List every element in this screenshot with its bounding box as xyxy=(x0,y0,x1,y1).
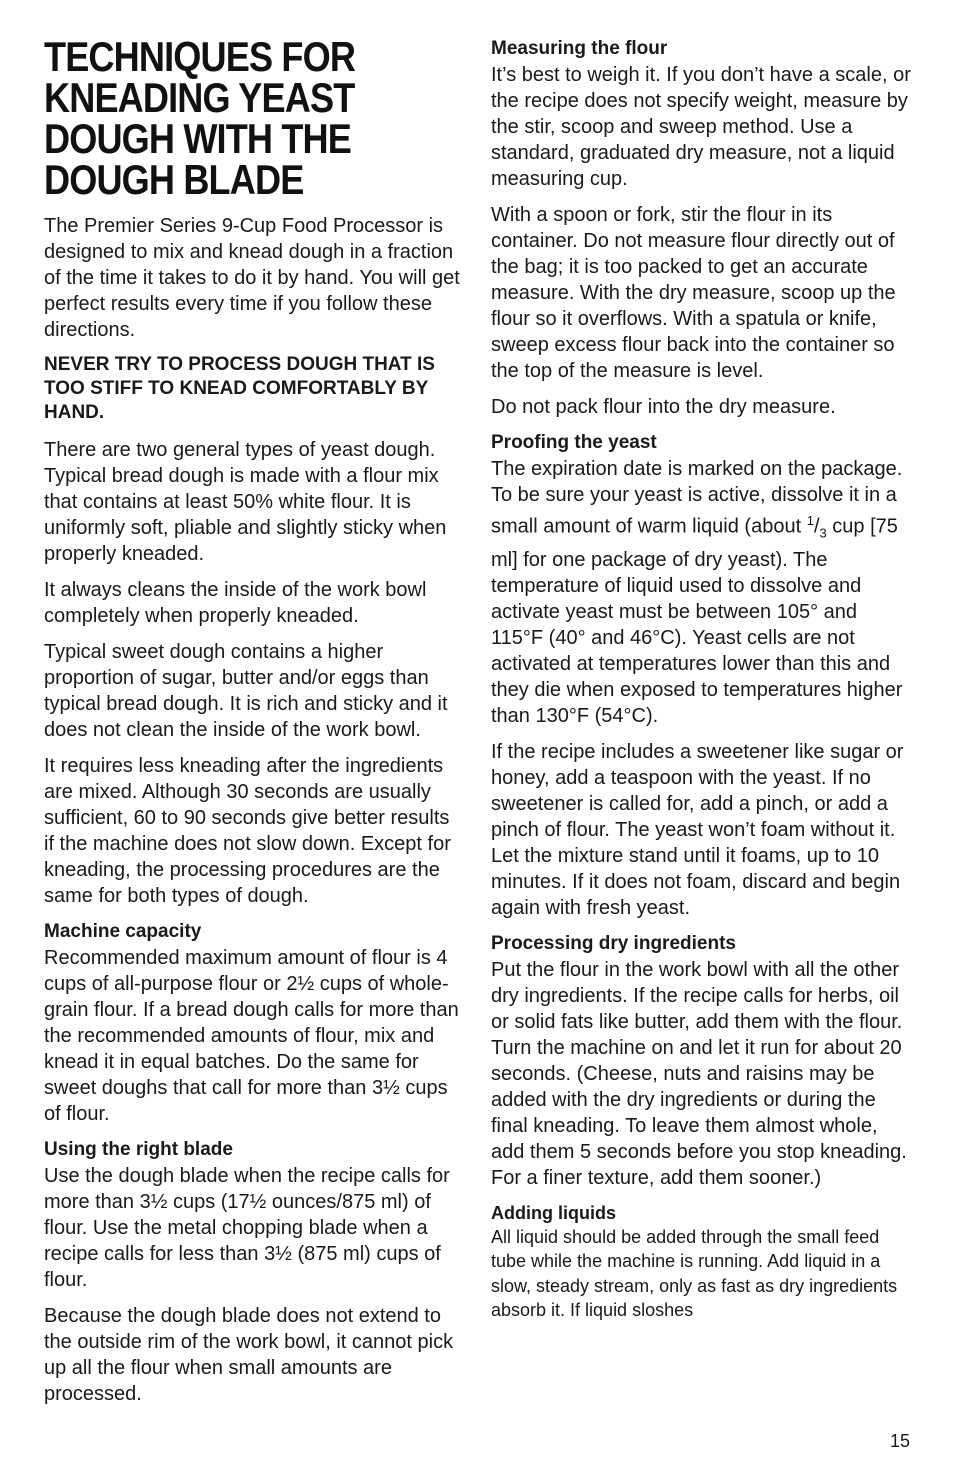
section-heading: Adding liquids xyxy=(491,1202,616,1223)
right-column xyxy=(491,36,911,1333)
proofing-section: Proofing the yeast The expiration date is marked on the package. To be sure your yeast is active, dissolve it in a small amount of warm liquid (about $^1/_3$ cup [75 ml] for one package of dry yeast). The temperature of liquid used to dissolve and activate yeast must be between 105° and 115°F (40° and 46°C). Yeast cells are not activated at temperatures lower than this and they die when exposed to temperatures higher than 130°F (54°C). xyxy=(491,430,911,729)
page-title: TECHNIQUES FOR KNEADING YEAST DOUGH WITH THE DOUGH BLADE xyxy=(44,33,356,203)
warning-text: NEVER TRY TO PROCESS DOUGH THAT IS TOO STIFF TO KNEAD COMFORTABLY BY HAND. xyxy=(44,354,435,423)
fraction-numerator: 1 xyxy=(806,513,814,528)
section-text: cup [75 ml] for one package of dry yeast). The temperature of liquid used to dissolve and activate yeast must be between 105° and 115°F (40° and 46°C). Yeast cells are not activated at temperatures lower than this and they die when exposed to temperatures higher than 130°F (54°C). xyxy=(491,515,903,727)
measuring-section xyxy=(491,36,911,192)
section-heading: Measuring the flour xyxy=(491,38,668,59)
adding-liquids-section xyxy=(491,1201,911,1323)
section-heading: Machine capacity xyxy=(44,921,202,942)
section-heading: Using the right blade xyxy=(44,1139,233,1160)
section-text: Put the flour in the work bowl with all the other dry ingredients. If the recipe calls for herbs, oil or solid fats like butter, add them with the flour. Turn the machine on and let it run for about 20 seconds. (Cheese, nuts and raisins may be added with the dry ingredients or during the final kneading. To leave them almost whole, add them 5 seconds before you stop kneading. For a finer texture, add them sooner.) xyxy=(491,958,907,1189)
page-number: 15 xyxy=(889,1431,910,1451)
section-text: All liquid should be added through the small feed tube while the machine is running. Add liquid in a slow, steady stream, only as fast as dry ingredients absorb it. If liquid sloshes xyxy=(491,1226,898,1321)
sweetener-paragraph: If the recipe includes a sweetener like sugar or honey, add a teaspoon with the yeast. If no sweetener is called for, add a pinch, or add a pinch of flour. The yeast won’t foam without it. Let the mixture stand until it foams, up to 10 minutes. If it does not foam, discard and begin again with fresh yeast. xyxy=(491,740,904,919)
sweet-dough-paragraph: Typical sweet dough contains a higher proportion of sugar, butter and/or eggs than typical bread dough. It is rich and sticky and it does not clean the inside of the work bowl. xyxy=(44,641,448,741)
section-text: The expiration date is marked on the package. To be sure your yeast is active, dissolve it in a small amount of warm liquid (about xyxy=(491,458,903,538)
section-heading: Processing dry ingredients xyxy=(491,932,736,954)
dry-ingredients-section xyxy=(491,931,911,1191)
machine-capacity-section xyxy=(44,919,464,1127)
section-heading: Proofing the yeast xyxy=(491,432,657,453)
adding-liquids-paragraph xyxy=(491,1201,911,1323)
section-text: Use the dough blade when the recipe calls for more than 3½ cups (17½ ounces/875 ml) of flour. Use the metal chopping blade when a recipe calls for less than 3½ (875 ml) cups of flour. xyxy=(44,1165,450,1291)
section-text: It’s best to weigh it. If you don’t have a scale, or the recipe does not specify weight, measure by the stir, scoop and sweep method. Use a standard, graduated dry measure, not a liquid measuring cup. xyxy=(491,64,911,190)
fraction-denominator: 3 xyxy=(819,525,827,541)
bread-dough-paragraph: It always cleans the inside of the work bowl completely when properly kneaded. xyxy=(44,579,427,627)
left-column xyxy=(44,33,464,1417)
kneading-paragraph: It requires less kneading after the ingredients are mixed. Although 30 seconds are usually sufficient, 60 to 90 seconds give better results if the machine does not slow down. Except for kneading, the processing procedures are the same for both types of dough. xyxy=(44,755,451,907)
right-blade-section xyxy=(44,1137,464,1293)
section-text: Recommended maximum amount of flour is 4 cups of all-purpose flour or 2½ cups of whole-grain flour. If a bread dough calls for more than the recommended amounts of flour, mix and knead it in equal batches. Do the same for sweet doughs that call for more than 3½ cups of flour. xyxy=(44,947,459,1125)
dough-types-paragraph: There are two general types of yeast dough. Typical bread dough is made with a flour mix that contains at least 50% white flour. It is uniformly soft, pliable and slightly sticky when properly kneaded. xyxy=(44,439,447,565)
no-pack-paragraph: Do not pack flour into the dry measure. xyxy=(491,396,836,418)
intro-paragraph: The Premier Series 9-Cup Food Processor is designed to mix and knead dough in a fraction of the time it takes to do it by hand. You will get perfect results every time if you follow these directions. xyxy=(44,215,460,341)
stir-scoop-paragraph: With a spoon or fork, stir the flour in its container. Do not measure flour directly out of the bag; it is too packed to get an accurate measure. With the dry measure, scoop up the flour so it overflows. With a spatula or knife, sweep excess flour back into the container so the top of the measure is level. xyxy=(491,204,896,382)
blade-rim-paragraph: Because the dough blade does not extend to the outside rim of the work bowl, it cannot pick up all the flour when small amounts are processed. xyxy=(44,1305,454,1405)
